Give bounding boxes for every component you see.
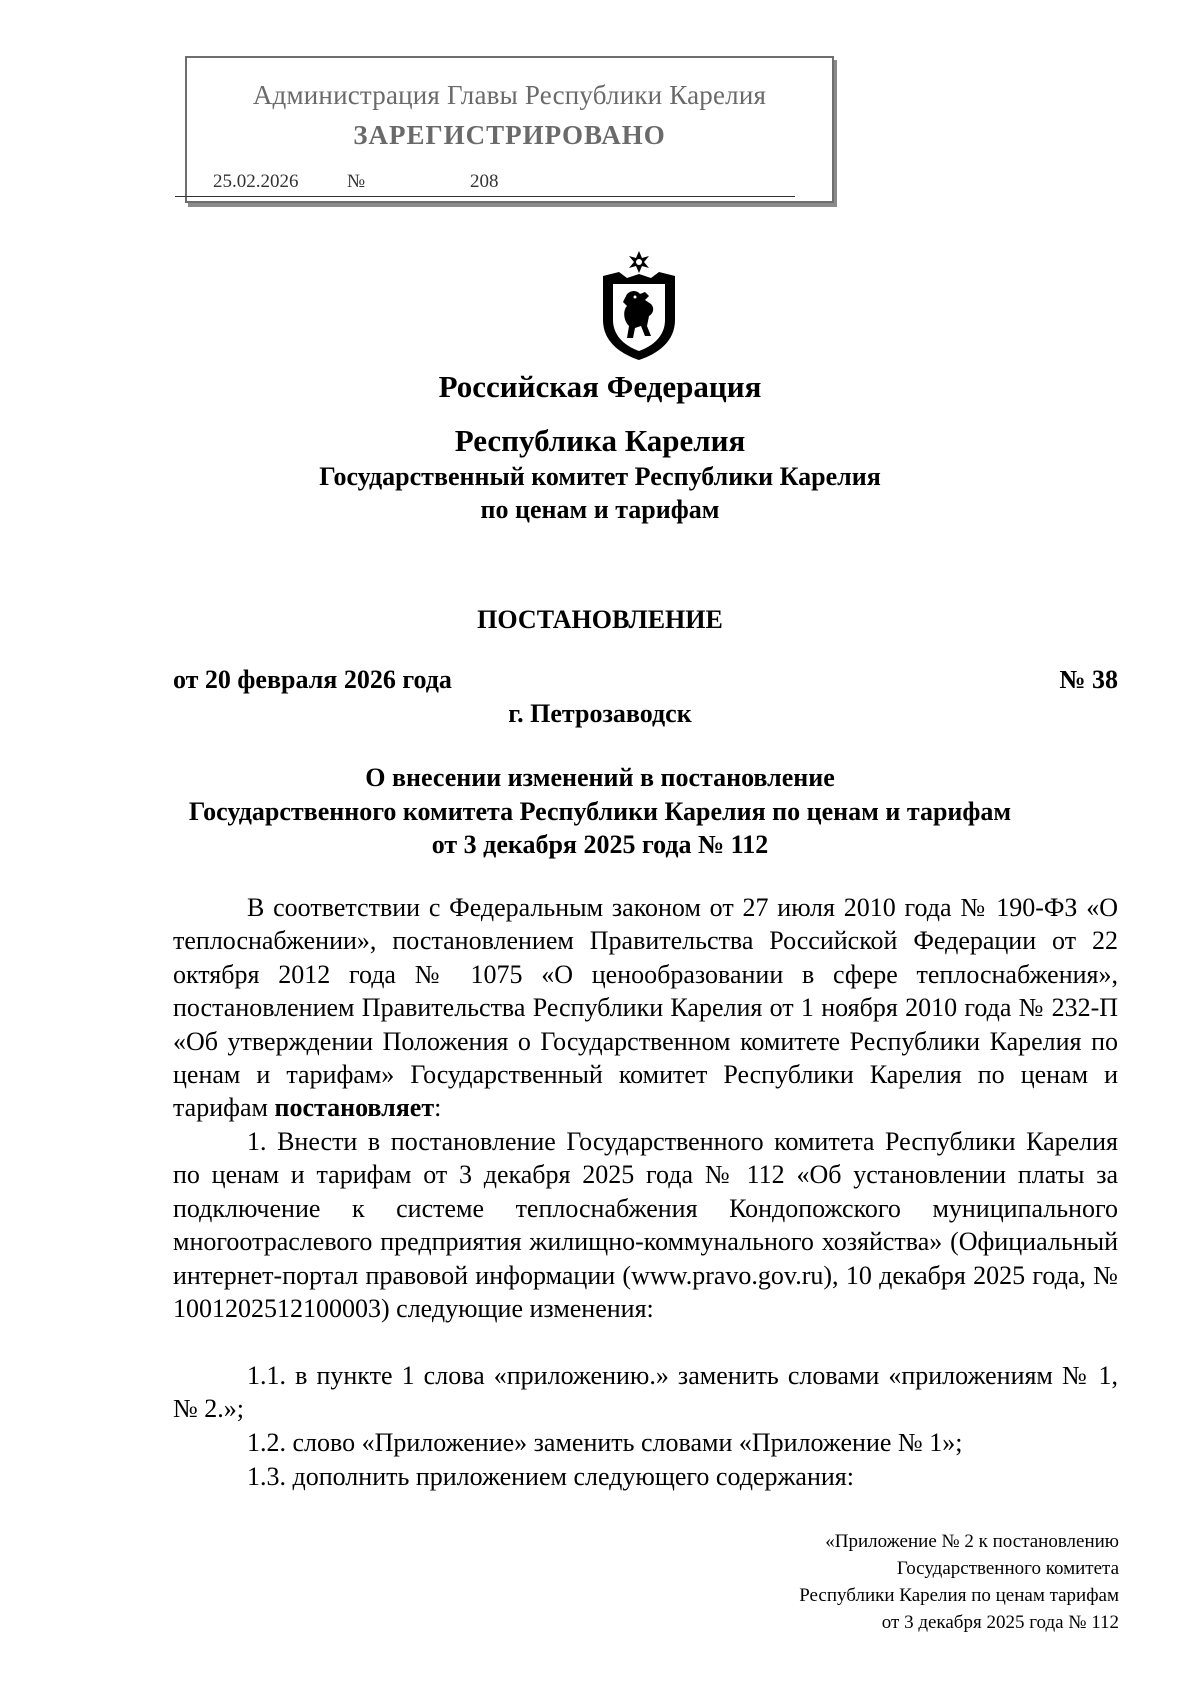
republic-heading: Республика Карелия [454, 423, 746, 458]
stamp-administration-title: Администрация Главы Республики Карелия [252, 80, 767, 110]
clause-1-2-text: 1.2. слово «Приложение» заменить словами «Приложение № 1»; [247, 1428, 963, 1457]
clause-1-1-text: 1.1. в пункте 1 слова «приложению.» заменить словами «приложениям № 1, № 2.»; [173, 1361, 1118, 1424]
preamble-decision-word: постановляет [274, 1093, 435, 1123]
appendix-line1: «Приложение № 2 к постановлению [825, 1531, 1119, 1552]
document-number: № 38 [1059, 665, 1118, 694]
appendix-header [799, 1528, 1119, 1636]
preamble-paragraph [173, 891, 1118, 1125]
preamble-colon: : [434, 1093, 442, 1123]
clause-1-text: 1. Внести в постановление Государственного комитета Республики Карелия по ценам и тарифам от 3 декабря 2025 года № 112 «Об установлении платы за подключение к системе теплоснабжения Кондопожского муниципального многоотраслевого предприятия жилищно-коммунального хозяйства» (Официальный интернет-портал правовой информации (www.pravo.gov.ru), 10 декабря 2025 года, № 1001202512100003) следующие изменения: [173, 1127, 1118, 1324]
subject-line2: Государственного комитета Республики Карелия по ценам и тарифам [188, 797, 1012, 826]
clause-1-3-text: 1.3. дополнить приложением следующего содержания: [247, 1462, 854, 1491]
subject-line3: от 3 декабря 2025 года № 112 [431, 830, 769, 859]
document-city: г. Петрозаводск [508, 699, 692, 728]
document-date: от 20 февраля 2026 года [173, 665, 452, 694]
appendix-line4: от 3 декабря 2025 года № 112 [881, 1612, 1119, 1633]
preamble-main-text: В соответствии с Федеральным законом от 27 июля 2010 года № 190-ФЗ «О теплоснабжении», постановлением Правительства Российской Федерации от 22 октября 2012 года № 1075 «О ценообразовании в сфере теплоснабжения», постановлением Правительства Республики Карелия от 1 ноября 2010 года № 232-П «Об утверждении Положения о Государственном комитете Республики Карелия по ценам и тарифам» Государственный комитет Республики Карелия по ценам и тарифам [173, 893, 1118, 1123]
stamp-underline [175, 196, 795, 197]
subject-line1: О внесении изменений в постановление [365, 763, 835, 792]
clause-1-1-paragraph [173, 1359, 1118, 1426]
clause-1-paragraph [173, 1125, 1118, 1325]
appendix-line3: Республики Карелия по ценам тарифам [799, 1585, 1119, 1606]
stamp-registration-line [175, 171, 795, 197]
committee-heading-line1: Государственный комитет Республики Карелия [319, 462, 881, 491]
preamble-text [173, 891, 1118, 1125]
stamp-date: 25.02.2026 [213, 171, 299, 192]
clause-1-3-paragraph [173, 1460, 1118, 1493]
stamp-number-label: № [347, 171, 366, 192]
document-type-title: ПОСТАНОВЛЕНИЕ [477, 605, 723, 634]
stamp-registered-label: ЗАРЕГИСТРИРОВАНО [353, 120, 666, 150]
registration-stamp [185, 56, 834, 203]
appendix-line2: Государственного комитета [896, 1558, 1119, 1579]
stamp-number: 208 [470, 171, 499, 192]
country-heading: Российская Федерация [438, 369, 762, 404]
clause-1-2-paragraph [173, 1426, 1118, 1459]
committee-heading-line2: по ценам и тарифам [480, 495, 720, 524]
karelia-coat-of-arms-icon [597, 250, 681, 362]
